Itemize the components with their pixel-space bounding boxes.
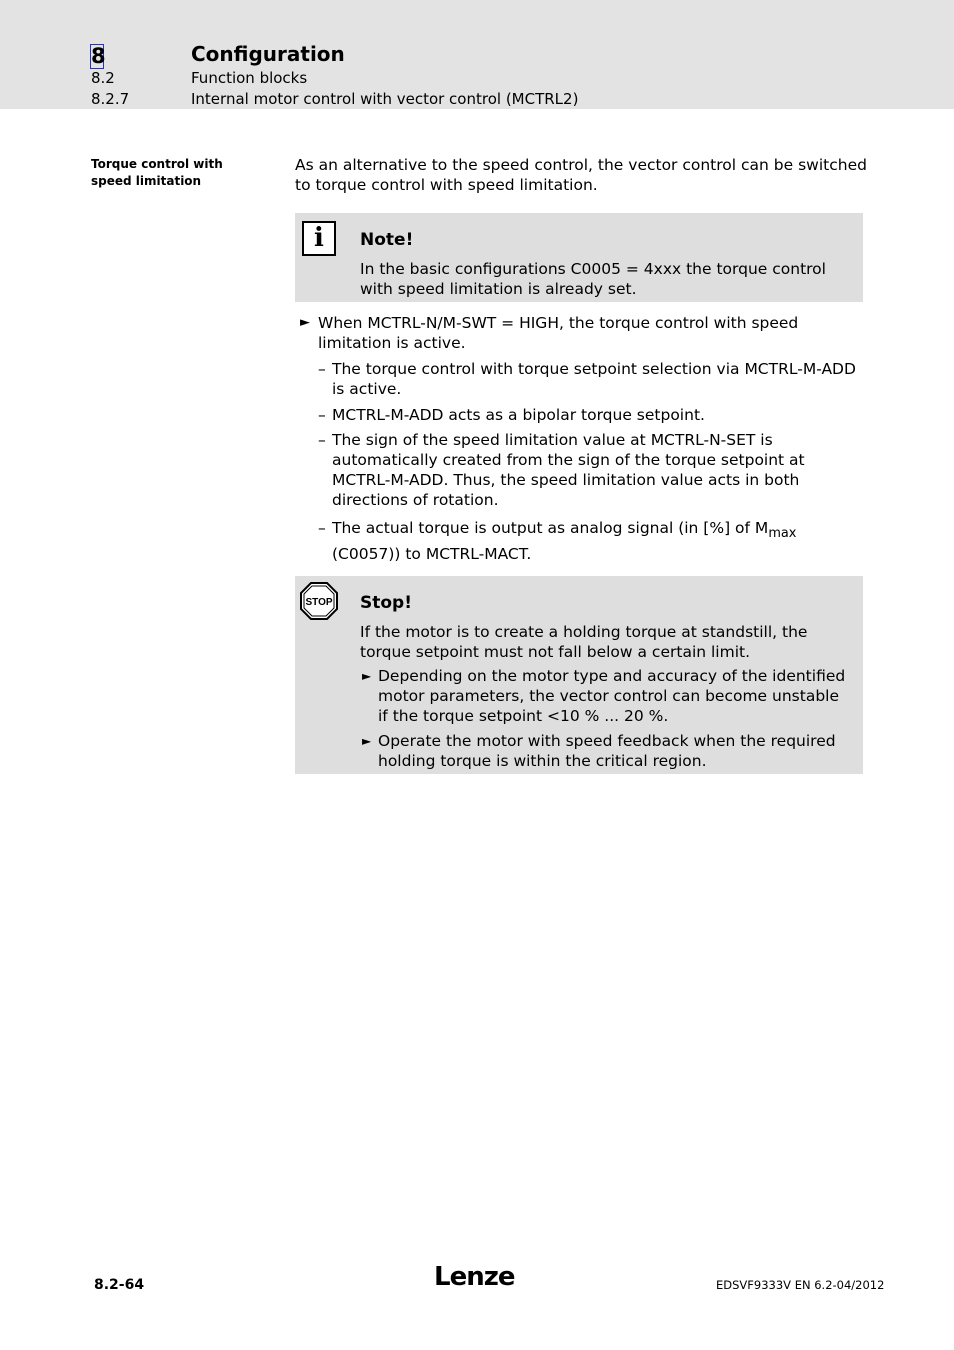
info-icon: i bbox=[302, 221, 336, 256]
stop-bullet bbox=[362, 666, 852, 726]
stop-bullet bbox=[362, 731, 852, 771]
stop-bullet-text: Depending on the motor type and accuracy of the identified motor parameters, the vector control can become unstable if the torque setpoint <10 % ... 20 %. bbox=[378, 667, 846, 725]
dash-item: – The actual torque is output as analog signal (in [%] of $M_{max}$ (C0057)) to MCTRL-MACT. bbox=[318, 518, 858, 564]
dash-item: – MCTRL-M-ADD acts as a bipolar torque setpoint. bbox=[318, 405, 858, 425]
bullet-arrow-icon: ► bbox=[300, 315, 310, 330]
note-title: Note! bbox=[360, 230, 414, 250]
stop-title: Stop! bbox=[360, 593, 412, 613]
bullet-text: When MCTRL-N/M-SWT = HIGH, the torque control with speed limitation is active. bbox=[318, 314, 799, 352]
bullet-arrow-icon: ► bbox=[362, 734, 372, 748]
intro-paragraph: As an alternative to the speed control, the vector control can be switched to torque control with speed limitation. bbox=[295, 156, 867, 194]
dash-item-text: The sign of the speed limitation value at MCTRL-N-SET is automatically created from the sign of the torque setpoint at MCTRL-M-ADD. Thus, the speed limitation value acts in both directions of rotation. bbox=[332, 431, 805, 509]
stop-icon bbox=[300, 582, 338, 620]
subsection-number: 8.2.7 bbox=[91, 90, 130, 108]
note-text: In the basic configurations C0005 = 4xxx the torque control with speed limitation is already set. bbox=[360, 260, 826, 298]
subsection-title: Internal motor control with vector control (MCTRL2) bbox=[191, 90, 579, 108]
section-title: Function blocks bbox=[191, 69, 308, 87]
svg-text:STOP: STOP bbox=[305, 597, 333, 608]
section-number: 8.2 bbox=[91, 69, 115, 87]
stop-bullet-text: Operate the motor with speed feedback when the required holding torque is within the critical region. bbox=[378, 732, 836, 770]
lenze-logo: Lenze bbox=[434, 1262, 515, 1292]
stop-text: If the motor is to create a holding torque at standstill, the torque setpoint must not fall below a certain limit. bbox=[360, 623, 808, 661]
page-header bbox=[0, 0, 954, 109]
chapter-number[interactable]: 8 bbox=[91, 44, 106, 68]
dash-item-text: MCTRL-M-ADD acts as a bipolar torque setpoint. bbox=[332, 406, 705, 424]
dash-item-text: The actual torque is output as analog signal (in [%] of $M_{max}$ (C0057)) to MCTRL-MACT. bbox=[332, 519, 797, 564]
dash-item-text: The torque control with torque setpoint selection via MCTRL-M-ADD is active. bbox=[332, 360, 856, 398]
document-id: EDSVF9333V EN 6.2-04/2012 bbox=[716, 1278, 885, 1292]
bullet-item bbox=[300, 313, 860, 353]
side-label: Torque control with speed limitation bbox=[91, 157, 223, 188]
bullet-arrow-icon: ► bbox=[362, 669, 372, 683]
page-number: 8.2-64 bbox=[94, 1277, 145, 1293]
dash-item: – The sign of the speed limitation value at MCTRL-N-SET is automatically created from the sign of the torque setpoint at MCTRL-M-ADD. Thus, the speed limitation value acts in both directions of rotation. bbox=[318, 430, 858, 510]
dash-item: – The torque control with torque setpoint selection via MCTRL-M-ADD is active. bbox=[318, 359, 858, 399]
chapter-title: Configuration bbox=[191, 42, 345, 66]
